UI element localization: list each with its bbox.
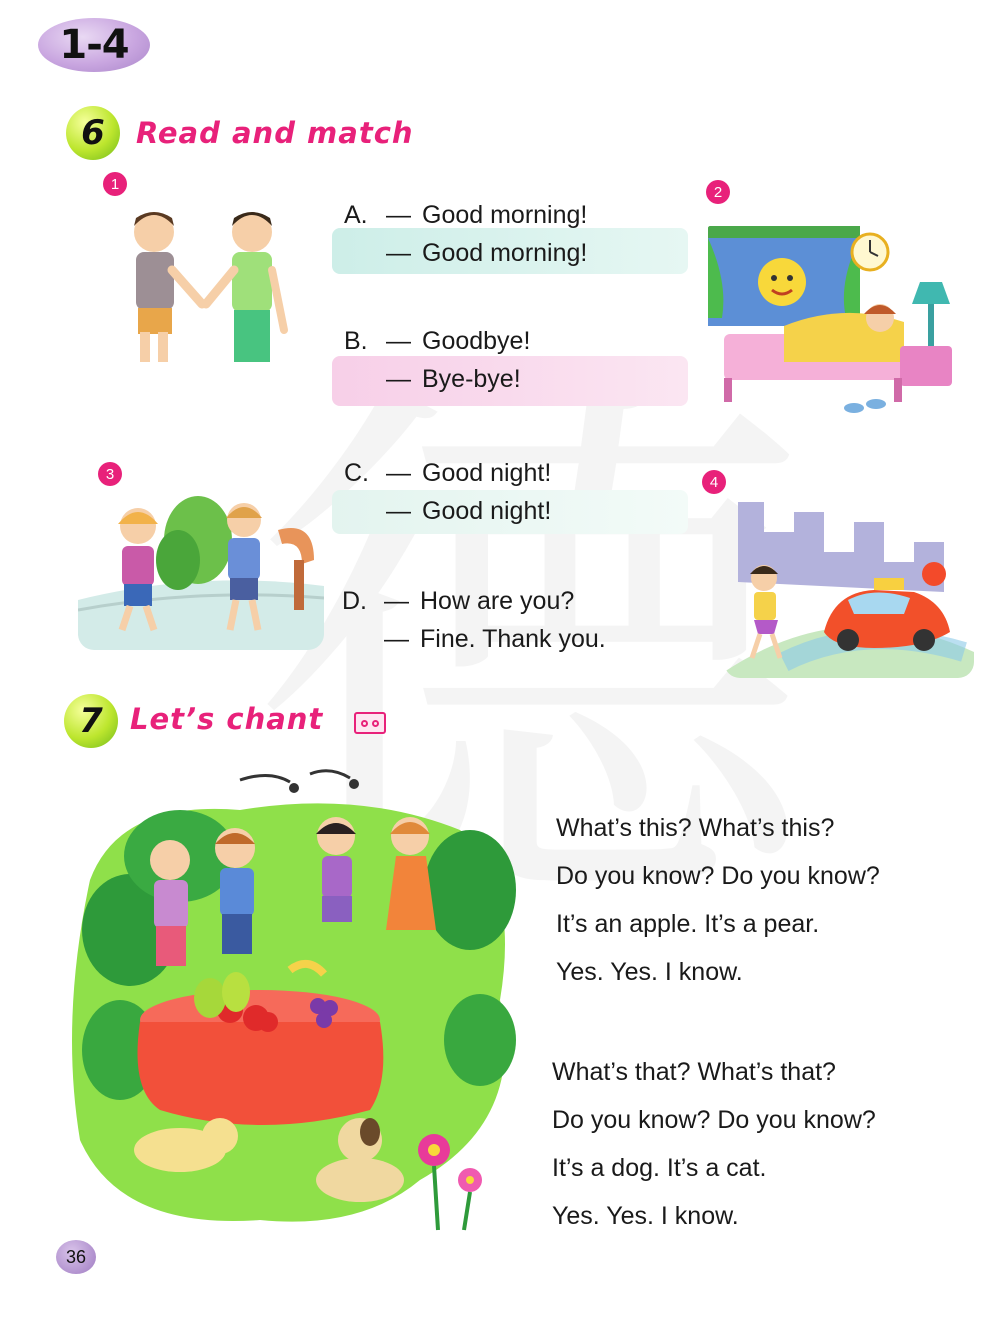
header-stripe bbox=[0, 44, 1000, 56]
section-6-number: 6 bbox=[66, 106, 120, 160]
dialogue-a-line2: Good morning! bbox=[422, 239, 588, 267]
cassette-icon[interactable] bbox=[354, 712, 386, 734]
dialogue-d-letter: D. bbox=[342, 587, 367, 615]
dialogue-b-line2: Bye-bye! bbox=[422, 365, 521, 393]
picture-park bbox=[78, 490, 324, 650]
dialogue-c-letter: C. bbox=[344, 459, 369, 487]
dialogue-a-line1: Good morning! bbox=[422, 201, 588, 229]
chant-line: What’s that? What’s that? bbox=[552, 1058, 836, 1086]
dialogue-a: A. — Good morning! — Good morning! bbox=[344, 196, 587, 272]
unit-label: 1-4 bbox=[38, 18, 150, 72]
section-6-title: Read and match bbox=[136, 116, 414, 150]
dialogue-c-line2: Good night! bbox=[422, 497, 552, 525]
dialogue-a-letter: A. bbox=[344, 201, 368, 229]
dialogue-b-letter: B. bbox=[344, 327, 368, 355]
picture-bedroom bbox=[704, 222, 968, 422]
picture-handshake bbox=[102, 200, 312, 370]
dialogue-b: B. — Goodbye! — Bye-bye! bbox=[344, 322, 530, 398]
chant-line: Do you know? Do you know? bbox=[556, 862, 880, 890]
picture-picnic bbox=[60, 760, 526, 1238]
picture-taxi bbox=[724, 482, 974, 678]
chant-line: It’s a dog. It’s a cat. bbox=[552, 1154, 767, 1182]
dialogue-c: C. — Good night! — Good night! bbox=[344, 454, 551, 530]
chant-verse-2 bbox=[552, 1048, 876, 1240]
page-number: 36 bbox=[56, 1240, 96, 1274]
chant-line: Do you know? Do you know? bbox=[552, 1106, 876, 1134]
picture-2-badge: 2 bbox=[706, 180, 730, 204]
section-7-title: Let’s chant bbox=[130, 702, 324, 736]
chant-verse-1 bbox=[556, 804, 880, 996]
chant-line: Yes. Yes. I know. bbox=[556, 958, 743, 986]
dialogue-d-line2: Fine. Thank you. bbox=[420, 625, 606, 653]
dialogue-d: D. — How are you? — Fine. Thank you. bbox=[342, 582, 606, 658]
picture-3-badge: 3 bbox=[98, 462, 122, 486]
chant-line: Yes. Yes. I know. bbox=[552, 1202, 739, 1230]
dialogue-d-line1: How are you? bbox=[420, 587, 575, 615]
picture-1-badge: 1 bbox=[103, 172, 127, 196]
dialogue-c-line1: Good night! bbox=[422, 459, 552, 487]
picture-4-badge: 4 bbox=[702, 470, 726, 494]
section-7-number: 7 bbox=[64, 694, 118, 748]
dialogue-b-line1: Goodbye! bbox=[422, 327, 531, 355]
chant-line: What’s this? What’s this? bbox=[556, 814, 835, 842]
chant-line: It’s an apple. It’s a pear. bbox=[556, 910, 820, 938]
